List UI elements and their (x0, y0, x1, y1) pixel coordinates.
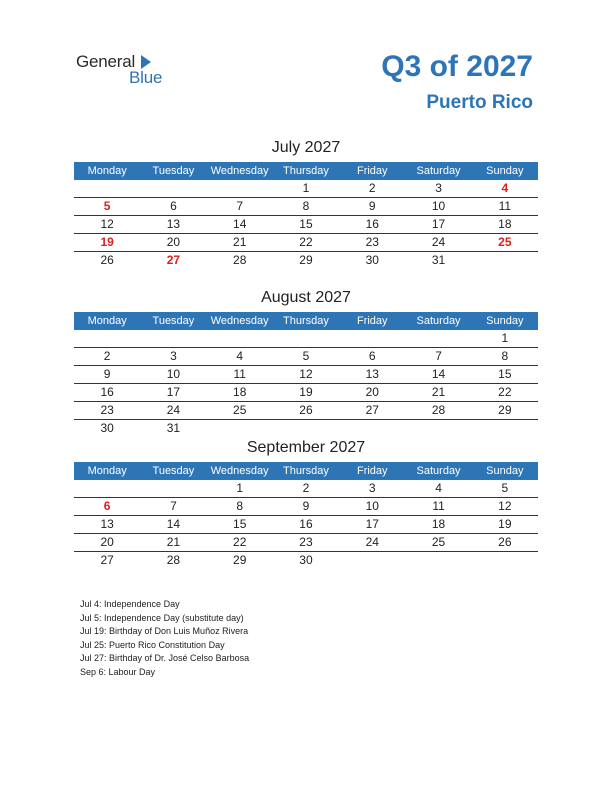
empty-day-cell (339, 420, 405, 437)
weekday-label: Wednesday (210, 165, 269, 177)
day-cell: 23 (100, 403, 114, 417)
month-title: July 2027 (271, 139, 341, 156)
day-cell: 22 (233, 535, 247, 549)
logo-general-text: General (76, 52, 136, 71)
week-row (74, 180, 538, 198)
day-cell: 5 (501, 481, 509, 495)
day-cell: 22 (299, 235, 313, 249)
empty-day-cell (74, 480, 140, 497)
holiday-note: Jul 5: Independence Day (substitute day) (80, 612, 244, 623)
week-row (74, 252, 538, 269)
month-title: August 2027 (261, 289, 351, 306)
holiday-day-cell: 4 (501, 181, 509, 195)
holiday-day-cell: 19 (100, 235, 114, 249)
holiday-note: Jul 25: Puerto Rico Constitution Day (80, 639, 225, 650)
day-cell: 6 (170, 199, 177, 213)
day-cell: 24 (431, 235, 446, 249)
empty-day-cell (207, 180, 273, 197)
page-subtitle: Puerto Rico (426, 92, 533, 113)
day-cell: 30 (100, 421, 114, 435)
holiday-day-cell: 6 (103, 499, 111, 513)
day-cell: 14 (431, 367, 446, 381)
day-cell: 21 (233, 235, 247, 249)
empty-day-cell (140, 330, 206, 347)
day-cell: 26 (498, 535, 512, 549)
day-cell: 21 (431, 385, 446, 399)
day-cell: 4 (236, 349, 244, 363)
weekday-label: Friday (356, 465, 388, 477)
empty-day-cell (472, 552, 538, 569)
day-cell: 2 (103, 349, 111, 363)
day-cell: 17 (365, 517, 379, 531)
day-cell: 9 (103, 367, 111, 381)
day-cell: 18 (498, 217, 512, 231)
day-cell: 20 (166, 235, 181, 249)
day-cell: 28 (431, 403, 446, 417)
weekday-label: Wednesday (210, 315, 269, 327)
weekday-label: Friday (356, 165, 388, 177)
empty-day-cell (339, 552, 405, 569)
day-cell: 30 (299, 553, 313, 567)
day-cell: 23 (365, 235, 379, 249)
day-cell: 20 (100, 535, 114, 549)
day-cell: 30 (365, 253, 379, 267)
weekday-label: Monday (87, 465, 127, 477)
weekday-label: Saturday (416, 465, 461, 477)
day-cell: 3 (435, 181, 442, 195)
day-cell: 8 (236, 499, 244, 513)
week-row (74, 366, 538, 384)
holiday-note: Sep 6: Labour Day (80, 666, 156, 677)
weekday-label: Sunday (486, 315, 524, 327)
day-cell: 24 (365, 535, 379, 549)
day-cell: 7 (236, 199, 244, 213)
empty-day-cell (472, 252, 538, 269)
empty-day-cell (339, 330, 405, 347)
day-cell: 1 (501, 331, 509, 345)
holiday-notes (80, 598, 249, 679)
day-cell: 10 (365, 499, 379, 513)
week-row (74, 516, 538, 534)
day-cell: 1 (302, 181, 310, 195)
weekday-header (74, 312, 538, 330)
weekday-label: Wednesday (210, 465, 269, 477)
day-cell: 9 (302, 499, 310, 513)
day-cell: 27 (365, 403, 379, 417)
day-cell: 20 (365, 385, 379, 399)
day-cell: 24 (166, 403, 181, 417)
holiday-note: Jul 4: Independence Day (80, 599, 180, 609)
day-cell: 6 (368, 349, 376, 363)
week-row (74, 348, 538, 366)
weekday-header (74, 462, 538, 480)
holiday-day-cell: 25 (498, 235, 512, 249)
day-cell: 22 (498, 385, 512, 399)
day-cell: 8 (302, 199, 310, 213)
day-cell: 11 (498, 199, 512, 213)
day-cell: 26 (100, 253, 114, 267)
week-row (74, 384, 538, 402)
empty-day-cell (140, 480, 206, 497)
week-row (74, 330, 538, 348)
day-cell: 14 (233, 217, 247, 231)
day-cell: 23 (299, 535, 313, 549)
empty-day-cell (405, 552, 471, 569)
day-cell: 19 (498, 517, 512, 531)
day-cell: 16 (365, 217, 379, 231)
day-cell: 25 (431, 535, 446, 549)
week-row (74, 402, 538, 420)
day-cell: 12 (100, 217, 114, 231)
week-row (74, 498, 538, 516)
week-row (74, 420, 538, 437)
day-cell: 3 (170, 349, 177, 363)
day-cell: 8 (501, 349, 509, 363)
day-cell: 7 (170, 499, 177, 513)
day-cell: 16 (299, 517, 313, 531)
day-cell: 29 (233, 553, 247, 567)
day-cell: 4 (435, 481, 442, 495)
logo-flag-icon (141, 55, 151, 69)
generalblue-logo (76, 52, 176, 88)
day-cell: 2 (368, 181, 376, 195)
week-row (74, 534, 538, 552)
day-cell: 12 (498, 499, 512, 513)
day-cell: 29 (299, 253, 313, 267)
logo-blue-text: Blue (129, 68, 163, 87)
day-cell: 1 (236, 481, 244, 495)
weekday-label: Sunday (486, 465, 524, 477)
day-cell: 14 (166, 517, 181, 531)
day-cell: 17 (431, 217, 446, 231)
day-cell: 17 (166, 385, 181, 399)
empty-day-cell (207, 330, 273, 347)
day-cell: 29 (498, 403, 512, 417)
month-title: September 2027 (246, 439, 366, 456)
week-row (74, 480, 538, 498)
empty-day-cell (273, 330, 339, 347)
day-cell: 16 (100, 385, 114, 399)
day-cell: 25 (233, 403, 247, 417)
weekday-header (74, 162, 538, 180)
day-cell: 12 (299, 367, 313, 381)
week-row (74, 552, 538, 569)
day-cell: 2 (302, 481, 310, 495)
weekday-label: Tuesday (152, 465, 195, 477)
day-cell: 3 (368, 481, 376, 495)
day-cell: 10 (431, 199, 446, 213)
weekday-label: Thursday (283, 165, 329, 177)
holiday-note: Jul 19: Birthday of Don Luis Muñoz Rivera (80, 626, 249, 636)
weekday-label: Friday (356, 315, 388, 327)
empty-day-cell (405, 330, 471, 347)
day-cell: 18 (233, 385, 247, 399)
weekday-label: Thursday (283, 465, 329, 477)
weekday-label: Monday (87, 165, 127, 177)
month-calendar-july (74, 138, 538, 269)
day-cell: 9 (368, 199, 376, 213)
day-cell: 27 (100, 553, 114, 567)
day-cell: 5 (302, 349, 310, 363)
empty-day-cell (472, 420, 538, 437)
empty-day-cell (273, 420, 339, 437)
day-cell: 26 (299, 403, 313, 417)
weekday-label: Tuesday (152, 165, 195, 177)
weekday-label: Saturday (416, 315, 461, 327)
day-cell: 19 (299, 385, 313, 399)
day-cell: 21 (166, 535, 181, 549)
day-cell: 11 (432, 499, 445, 513)
day-cell: 18 (431, 517, 446, 531)
weekday-label: Monday (87, 315, 127, 327)
empty-day-cell (74, 180, 140, 197)
empty-day-cell (405, 420, 471, 437)
day-cell: 15 (498, 367, 512, 381)
empty-day-cell (140, 180, 206, 197)
day-cell: 31 (166, 421, 181, 435)
week-row (74, 234, 538, 252)
weekday-label: Saturday (416, 165, 461, 177)
month-calendar-august (74, 288, 538, 437)
weekday-label: Thursday (283, 315, 329, 327)
weekday-label: Tuesday (152, 315, 195, 327)
empty-day-cell (74, 330, 140, 347)
week-row (74, 198, 538, 216)
day-cell: 11 (233, 367, 246, 381)
week-row (74, 216, 538, 234)
day-cell: 28 (166, 553, 181, 567)
day-cell: 28 (233, 253, 247, 267)
day-cell: 15 (299, 217, 313, 231)
holiday-note: Jul 27: Birthday of Dr. José Celso Barbosa (80, 653, 250, 663)
weekday-label: Sunday (486, 165, 524, 177)
day-cell: 7 (435, 349, 442, 363)
day-cell: 13 (100, 517, 114, 531)
day-cell: 13 (166, 217, 181, 231)
holiday-day-cell: 27 (166, 253, 181, 267)
day-cell: 10 (166, 367, 181, 381)
page-title: Q3 of 2027 (381, 50, 533, 83)
day-cell: 15 (233, 517, 247, 531)
holiday-day-cell: 5 (103, 199, 111, 213)
day-cell: 13 (365, 367, 379, 381)
day-cell: 31 (431, 253, 446, 267)
month-calendar-september (74, 438, 538, 569)
empty-day-cell (207, 420, 273, 437)
